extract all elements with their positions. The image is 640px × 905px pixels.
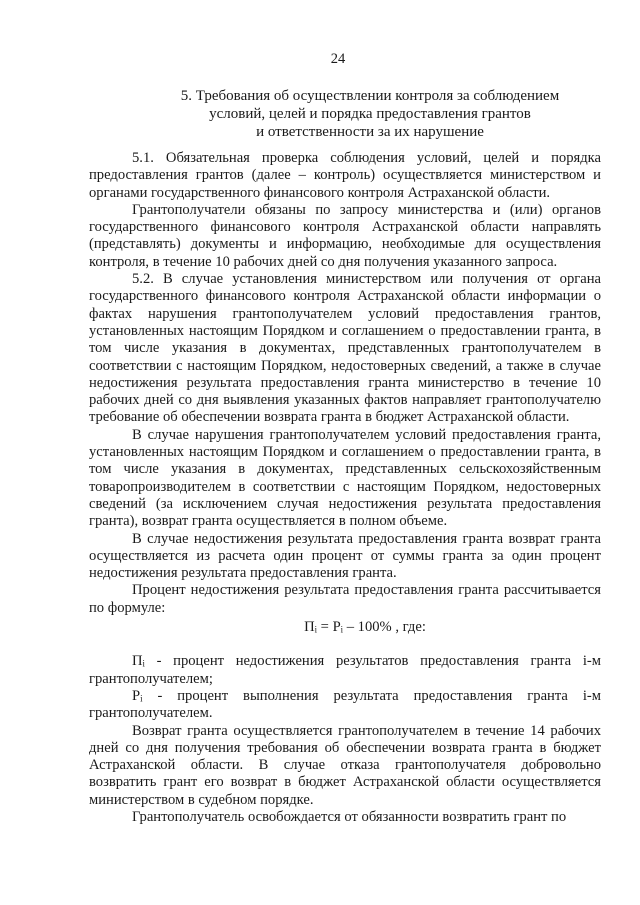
formula: Пᵢ = Рᵢ – 100% , где: xyxy=(304,619,426,636)
page-number: 24 xyxy=(330,51,346,67)
paragraph-violation-full-refund: В случае нарушения грантополучателем условий предоставления гранта, установленных настоящим Порядком и соглашением о предоставлении гранта, в том числе указания в документах, представленных сельскохозяйственным товаропроизводителем в соответствии с настоящим Порядком, недостоверных сведений (за исключением случая недостижения результата предоставления гранта), возврат гранта осуществляется в полном объеме. xyxy=(89,426,601,530)
paragraph-grant-recipients-obligations: Грантополучатели обязаны по запросу министерства и (или) органов государственного финансового контроля Астраханской области направлять (представлять) документы и информацию, необходимые для осуществления контроля, в течение 10 рабочих дней со дня получения указанного запроса. xyxy=(89,201,601,270)
paragraph-exemption: Грантополучатель освобождается от обязанности возвратить грант по xyxy=(132,808,567,825)
paragraph-definition-ri: Рᵢ - процент выполнения результата предоставления гранта i-м грантополучателем. xyxy=(89,687,601,722)
section-title xyxy=(150,87,590,141)
paragraph-refund-terms: Возврат гранта осуществляется грантополучателем в течение 14 рабочих дней со дня получения требования об обеспечении возврата гранта в бюджет Астраханской области. В случае отказа грантополучателя добровольно возвратить грант его возврат в бюджет Астраханской области осуществляется министерством в судебном порядке. xyxy=(89,722,601,808)
paragraph-formula-intro: Процент недостижения результата предоставления гранта рассчитывается по формуле: xyxy=(89,582,601,616)
paragraph-definition-pi: Пᵢ - процент недостижения результатов предоставления гранта i-м грантополучателем; xyxy=(89,653,601,687)
section-title-line-3: и ответственности за их нарушение xyxy=(256,124,484,140)
paragraph-5-2: 5.2. В случае установления министерством или получения от органа государственного финансового контроля Астраханской области информации о фактах нарушения грантополучателем условий предоставления грантов, установленных настоящим Порядком и соглашением о предоставлении гранта, в том числе указания в документах, представленных грантополучателем в соответствии с настоящим Порядком, недостоверных сведений, а также в случае недостижения результата предоставления гранта министерство в течение 10 рабочих дней со дня выявления указанных фактов направляет грантополучателю требование об обеспечении возврата гранта в бюджет Астраханской области. xyxy=(89,271,601,426)
document-body xyxy=(89,150,601,826)
section-title-line-1: 5. Требования об осуществлении контроля за соблюдением xyxy=(180,88,560,104)
paragraph-partial-refund: В случае недостижения результата предоставления гранта возврат гранта осуществляется из расчета один процент от суммы гранта за один процент недостижения результата предоставления гранта. xyxy=(89,530,601,582)
formula-spacer xyxy=(89,636,601,653)
paragraph-5-1: 5.1. Обязательная проверка соблюдения условий, целей и порядка предоставления грантов (далее – контроль) осуществляется министерством и органами государственного финансового контроля Астраханской области. xyxy=(89,150,601,201)
section-title-line-2: условий, целей и порядка предоставления грантов xyxy=(209,106,531,122)
